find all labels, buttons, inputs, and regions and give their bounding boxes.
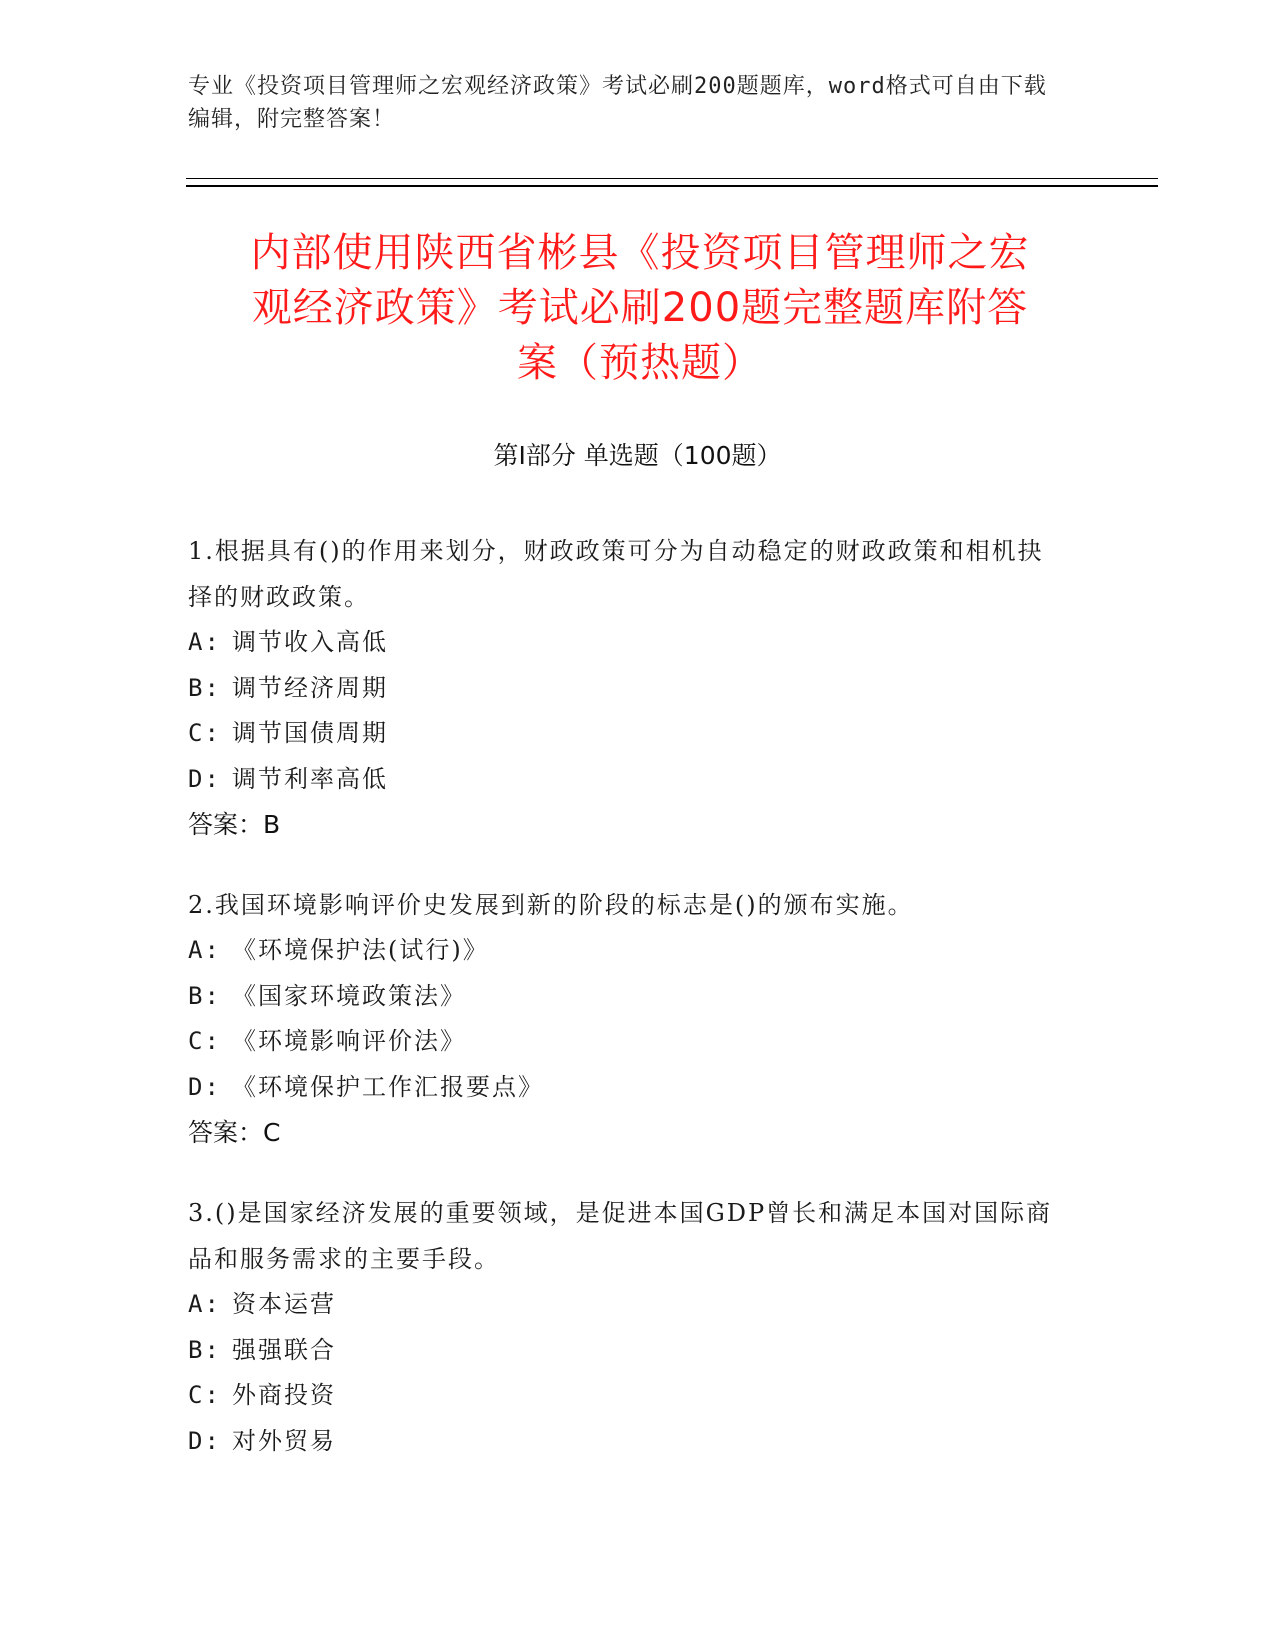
- document-title-line-2: 观经济政策》考试必刷200题完整题库附答: [251, 285, 1029, 331]
- answer-label: 答案：C: [188, 1118, 281, 1147]
- question-list: [188, 528, 1068, 1498]
- option-text: 调节收入高低: [232, 628, 388, 656]
- option-key: C:: [188, 1027, 221, 1055]
- question-2: [188, 882, 1068, 1156]
- option-key: A:: [188, 1290, 221, 1318]
- option-b: [188, 666, 1068, 712]
- option-b: [188, 974, 1068, 1020]
- option-text: 对外贸易: [232, 1426, 336, 1455]
- option-a: [188, 1282, 1068, 1328]
- option-d: [188, 757, 1068, 803]
- option-a: [188, 928, 1068, 974]
- option-b: [188, 1328, 1068, 1374]
- option-text: 《环境影响评价法》: [232, 1027, 466, 1055]
- document-title-line-3: 案（预热题）: [517, 340, 763, 386]
- question-3: [188, 1190, 1068, 1464]
- option-key: B:: [188, 1335, 221, 1364]
- option-text: 调节经济周期: [232, 673, 388, 702]
- question-stem: 1.根据具有()的作用来划分，财政政策可分为自动稳定的财政政策和相机抉择的财政政策。: [188, 537, 1044, 611]
- option-key: B:: [188, 673, 221, 702]
- option-a: [188, 620, 1068, 666]
- option-key: A:: [188, 628, 221, 656]
- option-key: A:: [188, 936, 221, 964]
- option-c: [188, 711, 1068, 757]
- option-c: [188, 1373, 1068, 1419]
- option-c: [188, 1019, 1068, 1065]
- option-text: 资本运营: [232, 1290, 336, 1318]
- option-text: 《环境保护法(试行)》: [232, 936, 489, 964]
- question-1: [188, 528, 1068, 848]
- document-title-line-1: 内部使用陕西省彬县《投资项目管理师之宏: [250, 230, 1030, 276]
- header-divider-thick: [186, 185, 1158, 187]
- option-key: D:: [188, 764, 221, 793]
- question-stem: 2.我国环境影响评价史发展到新的阶段的标志是()的颁布实施。: [188, 891, 914, 919]
- answer-label: 答案：B: [188, 810, 281, 839]
- option-text: 外商投资: [232, 1381, 336, 1409]
- option-key: C:: [188, 1381, 221, 1409]
- option-text: 强强联合: [232, 1335, 336, 1364]
- option-key: D:: [188, 1426, 221, 1455]
- question-stem: 3.()是国家经济发展的重要领域，是促进本国GDP曾长和满足本国对国际商品和服务需求的主要手段。: [188, 1199, 1053, 1273]
- section-title: 第Ⅰ部分 单选题（100题）: [493, 441, 782, 470]
- option-text: 调节利率高低: [232, 764, 388, 793]
- option-text: 调节国债周期: [232, 719, 388, 747]
- option-key: C:: [188, 719, 221, 747]
- header-note: 专业《投资项目管理师之宏观经济政策》考试必刷200题题库，word格式可自由下载编辑，附完整答案！: [188, 74, 1047, 132]
- option-text: 《环境保护工作汇报要点》: [232, 1072, 544, 1101]
- option-text: 《国家环境政策法》: [232, 981, 466, 1010]
- option-d: [188, 1065, 1068, 1111]
- option-d: [188, 1419, 1068, 1465]
- option-key: D:: [188, 1072, 221, 1101]
- option-key: B:: [188, 981, 221, 1010]
- header-divider-thin: [186, 178, 1158, 179]
- document-title: [180, 226, 1100, 391]
